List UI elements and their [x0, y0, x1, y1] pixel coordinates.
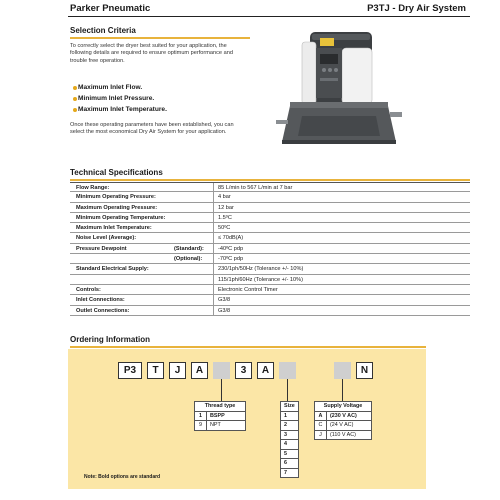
spec-value: 85 L/min to 567 L/min at 7 bar — [218, 185, 293, 191]
size-connector — [287, 379, 288, 401]
voltage-name: (24 V AC) — [327, 421, 372, 431]
table-row — [281, 468, 299, 478]
voltage-name: (230 V AC) — [327, 411, 372, 421]
selection-closing: Once these operating parameters have been established, you can select the most economical Dry Air System for your application. — [70, 122, 234, 136]
code-box-size — [279, 362, 296, 379]
size-option: 6 — [281, 459, 299, 469]
supply-voltage-table — [314, 401, 372, 440]
thread-connector — [221, 379, 222, 401]
code-box-a: A — [191, 362, 208, 379]
thread-title: Thread type — [195, 402, 246, 412]
spec-label: Flow Range: — [76, 185, 110, 191]
criteria-item: Maximum Inlet Flow. — [78, 84, 143, 91]
spec-value: 1.5ºC — [218, 214, 232, 221]
table-row — [281, 430, 299, 440]
spec-value: -40ºC pdp — [218, 245, 244, 252]
table-row — [70, 213, 470, 223]
table-row — [315, 411, 372, 421]
brand-name: Parker Pneumatic — [70, 3, 151, 14]
size-option: 3 — [281, 430, 299, 440]
code-box-p3: P3 — [118, 362, 142, 379]
bullet-icon — [73, 108, 77, 112]
table-row — [70, 285, 470, 295]
table-row — [70, 192, 470, 202]
spec-value: ≤ 70dB(A) — [218, 235, 244, 242]
spec-label: Inlet Connections: — [76, 297, 125, 304]
ordering-rule — [70, 346, 426, 348]
table-row — [70, 182, 470, 192]
spec-value: 50ºC — [218, 225, 231, 232]
dryer-product-image — [272, 24, 412, 164]
code-box-a2: A — [257, 362, 274, 379]
code-box-n: N — [356, 362, 373, 379]
size-title: Size — [281, 402, 299, 412]
spec-label: Maximum Operating Pressure: — [76, 204, 158, 211]
voltage-name: (110 V AC) — [327, 430, 372, 440]
table-row — [70, 254, 470, 264]
code-box-3: 3 — [235, 362, 252, 379]
table-row — [70, 264, 470, 274]
product-title: P3TJ - Dry Air System — [367, 3, 466, 14]
selection-rule — [70, 37, 250, 39]
code-box-voltage — [334, 362, 351, 379]
table-row — [315, 421, 372, 431]
spec-sublabel: (Optional): — [174, 256, 203, 263]
bullet-icon — [73, 97, 77, 101]
voltage-connector — [342, 379, 343, 401]
size-option: 2 — [281, 421, 299, 431]
table-row — [70, 244, 470, 254]
selection-intro: To correctly select the dryer best suited for your application, the following details are required to ensure optimum performance and trouble free operation. — [70, 43, 233, 64]
spec-label: Noise Level (Average): — [76, 235, 137, 242]
table-row — [281, 440, 299, 450]
spec-sublabel: (Standard): — [174, 245, 204, 252]
criteria-item: Maximum Inlet Temperature. — [78, 106, 167, 113]
ordering-note: Note: Bold options are standard — [84, 474, 161, 480]
spec-value: 4 bar — [218, 194, 231, 201]
table-row — [70, 233, 470, 243]
spec-value: 115/1ph/60Hz (Tolerance +/- 10%) — [218, 276, 303, 283]
size-table — [280, 401, 299, 478]
size-option: 7 — [281, 468, 299, 478]
table-row — [70, 275, 470, 285]
table-row — [281, 421, 299, 431]
table-row — [70, 203, 470, 213]
voltage-title: Supply Voltage — [315, 402, 372, 412]
code-box-thread — [213, 362, 230, 379]
size-option: 5 — [281, 449, 299, 459]
spec-label: Maximum Inlet Temperature: — [76, 225, 152, 232]
spec-label: Standard Electrical Supply: — [76, 266, 149, 273]
table-row — [281, 459, 299, 469]
spec-value: -70ºC pdp — [218, 256, 244, 263]
spec-label: Controls: — [76, 286, 101, 293]
voltage-code: J — [315, 430, 327, 440]
ordering-title: Ordering Information — [70, 335, 150, 344]
spec-value: G3/8 — [218, 297, 231, 304]
code-box-j: J — [169, 362, 186, 379]
code-box-t: T — [147, 362, 164, 379]
page-header — [0, 0, 500, 20]
spec-value: 12 bar — [218, 204, 234, 211]
criteria-item: Minimum Inlet Pressure. — [78, 95, 155, 102]
thread-code: 1 — [195, 411, 207, 421]
table-row — [70, 306, 470, 316]
selection-title: Selection Criteria — [70, 26, 136, 35]
specs-rule — [70, 179, 470, 181]
spec-label: Outlet Connections: — [76, 307, 130, 314]
table-row — [281, 449, 299, 459]
specs-table — [70, 182, 470, 316]
size-option: 4 — [281, 440, 299, 450]
spec-label: Minimum Operating Temperature: — [76, 214, 166, 221]
header-rule — [68, 16, 470, 17]
specs-title: Technical Specifications — [70, 168, 163, 177]
spec-value: 230/1ph/50Hz (Tolerance +/- 10%) — [218, 266, 304, 273]
table-row — [315, 430, 372, 440]
table-row — [195, 411, 246, 421]
table-row — [70, 295, 470, 305]
thread-name: BSPP — [207, 411, 246, 421]
table-row — [195, 421, 246, 431]
voltage-code: A — [315, 411, 327, 421]
bullet-icon — [73, 86, 77, 90]
table-row — [281, 411, 299, 421]
thread-code: 9 — [195, 421, 207, 431]
thread-type-table — [194, 401, 246, 431]
voltage-code: C — [315, 421, 327, 431]
spec-label: Pressure Dewpoint — [76, 245, 127, 252]
table-row — [70, 223, 470, 233]
spec-value: G3/8 — [218, 307, 231, 314]
size-option: 1 — [281, 411, 299, 421]
thread-name: NPT — [207, 421, 246, 431]
spec-label: Minimum Operating Pressure: — [76, 194, 156, 201]
spec-value: Electronic Control Timer — [218, 286, 278, 293]
